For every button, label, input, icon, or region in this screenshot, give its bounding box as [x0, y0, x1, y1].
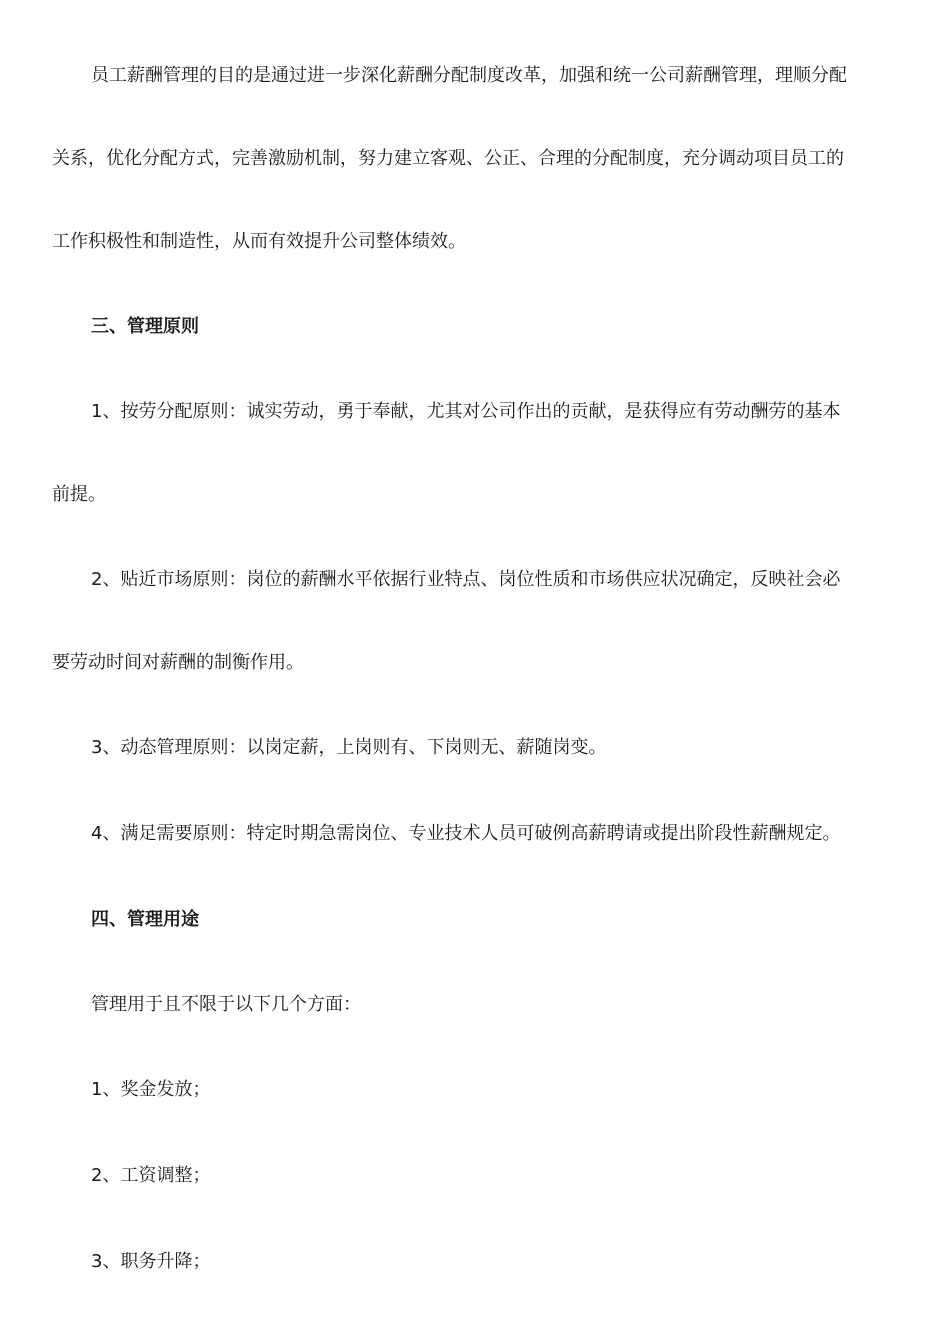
section-3-heading: 三、管理原则: [91, 316, 199, 337]
purpose-paragraph-line-3: 工作积极性和制造性，从而有效提升公司整体绩效。: [52, 231, 466, 252]
principle-1-line-2: 前提。: [52, 484, 106, 505]
usage-item: 3、职务升降；: [91, 1251, 211, 1272]
purpose-paragraph-line-1: 员工薪酬管理的目的是通过进一步深化薪酬分配制度改革，加强和统一公司薪酬管理，理顺分配: [91, 65, 847, 86]
usage-intro: 管理用于且不限于以下几个方面：: [91, 994, 361, 1015]
principle-4: 4、满足需要原则：特定时期急需岗位、专业技术人员可破例高薪聘请或提出阶段性薪酬规定。: [91, 823, 841, 844]
principle-2-line-2: 要劳动时间对薪酬的制衡作用。: [52, 652, 304, 673]
principle-3: 3、动态管理原则：以岗定薪，上岗则有、下岗则无、薪随岗变。: [91, 737, 607, 758]
section-4-heading: 四、管理用途: [91, 909, 199, 930]
usage-item: 1、奖金发放；: [91, 1079, 211, 1100]
purpose-paragraph-line-2: 关系，优化分配方式，完善激励机制，努力建立客观、公正、合理的分配制度，充分调动项目员工的: [52, 148, 844, 169]
principle-1-line-1: 1、按劳分配原则：诚实劳动，勇于奉献，尤其对公司作出的贡献，是获得应有劳动酬劳的基本: [91, 401, 841, 422]
usage-item: 2、工资调整；: [91, 1165, 211, 1186]
principle-2-line-1: 2、贴近市场原则：岗位的薪酬水平依据行业特点、岗位性质和市场供应状况确定，反映社会必: [91, 569, 841, 590]
